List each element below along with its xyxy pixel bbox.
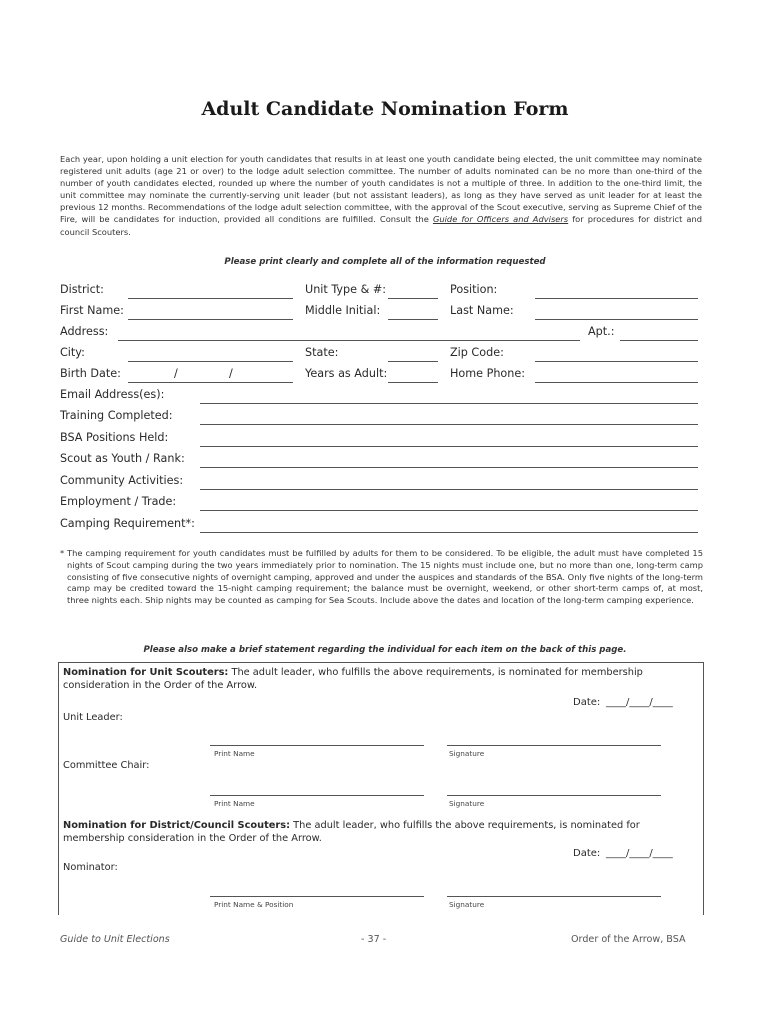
birth-date-separator: / (229, 367, 233, 380)
bsa-positions-field[interactable] (200, 446, 698, 447)
intro-paragraph (60, 153, 702, 238)
signature-caption: Signature (449, 799, 485, 808)
community-field[interactable] (200, 489, 698, 490)
employment-field[interactable] (200, 510, 698, 511)
position-field[interactable] (535, 298, 698, 299)
bsa-positions-label: BSA Positions Held: (60, 431, 169, 444)
print-name-caption: Print Name (214, 749, 255, 758)
unit-nomination-heading: Nomination for Unit Scouters: (63, 667, 229, 678)
camping-label: Camping Requirement*: (60, 517, 195, 530)
intro-text-end: for procedures for district and council Scouters. (60, 214, 703, 237)
unit-nomination-paragraph (63, 667, 697, 692)
guide-link[interactable]: Guide for Officers and Advisers (432, 214, 569, 225)
home-phone-field[interactable] (535, 382, 698, 383)
signature-caption: Signature (449, 900, 485, 909)
footnote-text: The camping requirement for youth candidates must be fulfilled by adults for them to be considered. To be eligible, the adult must have completed 15 nights of Scout camping during the two years immediately prior to nomination. The 15 nights must include one, but no more than one, long-term camp consisting of five consecutive nights of overnight camping, approved and under the auspices and standards of the BSA. Only five nights of the long-term camp may be credited toward the 15-night camping requirement; the balance must be overnight, weekend, or other short-term camps of, at most, three nights each. Ship nights may be counted as camping for Sea Scouts. Include above the dates and location of the long-term camping experience. (67, 548, 703, 606)
state-field[interactable] (388, 361, 438, 362)
camping-footnote (67, 548, 703, 607)
home-phone-label: Home Phone: (450, 367, 526, 380)
intro-text: Each year, upon holding a unit election for youth candidates that results in at least one youth candidate being elected, the unit committee may nominate registered unit adults (age 21 or over) to the lodge adult selection committee. The number of adults nominated can be no more than one-third of the number of youth candidates elected, rounded up where the number of youth candidates is not a multiple of three. In addition to the one-third limit, the unit committee may nominate the currently-serving unit leader (but not assistant leaders), as long as they have served as unit leader for at least the previous 12 months. Recommendations of the lodge adult selection committee, with the approval of the Scout executive, serving as Supreme Chief of the Fire, will be candidates for induction, provided all conditions are fulfilled. Consult the (60, 154, 702, 225)
unit-date-label: Date: (573, 697, 601, 708)
last-name-label: Last Name: (450, 304, 514, 317)
unit-leader-label: Unit Leader: (63, 712, 123, 723)
training-field[interactable] (200, 424, 698, 425)
footnote-star: * (60, 548, 65, 558)
last-name-field[interactable] (535, 319, 698, 320)
middle-initial-label: Middle Initial: (305, 304, 381, 317)
print-instruction: Please print clearly and complete all of the information requested (224, 257, 546, 267)
unit-nomination-text: The adult leader, who fulfills the above requirements, is nominated for membership consideration in the Order of the Arrow. (63, 667, 643, 691)
birth-date-field[interactable] (128, 382, 293, 383)
position-label: Position: (450, 283, 498, 296)
unit-type-label: Unit Type & #: (305, 283, 387, 296)
nominator-name-field[interactable] (210, 896, 424, 897)
birth-date-separator: / (174, 367, 178, 380)
employment-label: Employment / Trade: (60, 495, 177, 508)
nominator-label: Nominator: (63, 862, 118, 873)
email-field[interactable] (200, 403, 698, 404)
first-name-field[interactable] (128, 319, 293, 320)
also-statement: Please also make a brief statement regarding the individual for each item on the back of this page. (143, 645, 627, 655)
committee-chair-signature-field[interactable] (447, 795, 661, 796)
unit-leader-name-field[interactable] (210, 745, 424, 746)
committee-chair-label: Committee Chair: (63, 760, 150, 771)
signature-caption: Signature (449, 749, 485, 758)
page-number: - 37 - (361, 934, 387, 945)
district-nomination-text: The adult leader, who fulfills the above requirements, is nominated for membership consideration in the Order of the Arrow. (63, 820, 640, 844)
unit-type-field[interactable] (388, 298, 438, 299)
birth-date-label: Birth Date: (60, 367, 121, 380)
print-name-caption: Print Name (214, 799, 255, 808)
district-field[interactable] (128, 298, 293, 299)
unit-leader-signature-field[interactable] (447, 745, 661, 746)
unit-date-field[interactable]: ____/____/____ (606, 697, 673, 708)
middle-initial-field[interactable] (388, 319, 438, 320)
email-label: Email Address(es): (60, 388, 165, 401)
years-adult-label: Years as Adult: (305, 367, 388, 380)
address-label: Address: (60, 325, 109, 338)
committee-chair-name-field[interactable] (210, 795, 424, 796)
years-adult-field[interactable] (388, 382, 438, 383)
footer-organization: Order of the Arrow, BSA (571, 934, 686, 945)
district-date-label: Date: (573, 848, 601, 859)
address-field[interactable] (118, 340, 580, 341)
apt-field[interactable] (620, 340, 698, 341)
print-name-position-caption: Print Name & Position (214, 900, 294, 909)
district-nomination-paragraph (63, 820, 697, 845)
apt-label: Apt.: (588, 325, 615, 338)
scout-youth-label: Scout as Youth / Rank: (60, 452, 185, 465)
training-label: Training Completed: (60, 409, 173, 422)
city-label: City: (60, 346, 85, 359)
scout-youth-field[interactable] (200, 467, 698, 468)
city-field[interactable] (128, 361, 293, 362)
district-label: District: (60, 283, 104, 296)
district-date-field[interactable]: ____/____/____ (606, 848, 673, 859)
nominator-signature-field[interactable] (447, 896, 661, 897)
zip-label: Zip Code: (450, 346, 504, 359)
footer-guide-title: Guide to Unit Elections (60, 934, 170, 945)
first-name-label: First Name: (60, 304, 124, 317)
state-label: State: (305, 346, 339, 359)
zip-field[interactable] (535, 361, 698, 362)
camping-field[interactable] (200, 532, 698, 533)
district-nomination-heading: Nomination for District/Council Scouters: (63, 820, 291, 831)
form-title: Adult Candidate Nomination Form (201, 98, 569, 120)
community-label: Community Activities: (60, 474, 184, 487)
